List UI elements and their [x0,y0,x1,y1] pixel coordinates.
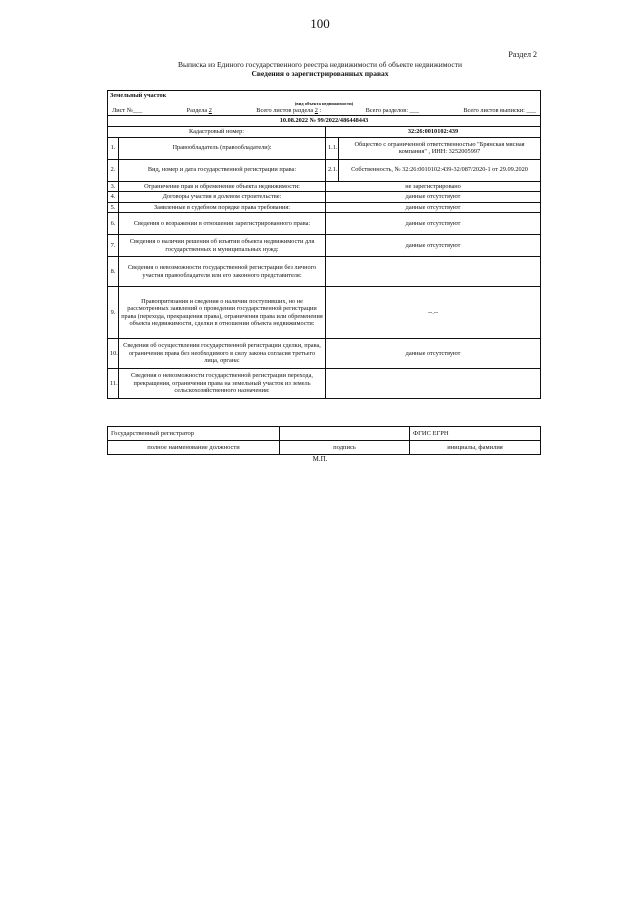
row-label: Сведения о наличии решения об изъятии объекта недвижимости для государственных и муниципальных нужд: [119,235,326,257]
rights-table [107,90,541,399]
row-label: Сведения об осуществлении государственной регистрации сделки, права, ограничения права без необходимого в силу закона согласия третьего лица, органа: [119,339,326,369]
row-value: не зарегистрировано [326,181,541,192]
row-value [326,369,541,399]
row-value: данные отсутствуют [326,339,541,369]
row-value: Общество с ограниченной ответственностью "Брянская мясная компания" , ИНН: 3252005997 [339,137,541,159]
row-value: данные отсутствуют [326,213,541,235]
row-value: данные отсутствуют [326,235,541,257]
row-value: Собственность, № 32:26:0010102:439-32/087/2020-1 от 29.09.2020 [339,159,541,181]
row-label: Вид, номер и дата государственной регистрации права: [119,159,326,181]
row-num: 3. [108,181,119,192]
row-label: Ограничение прав и обременение объекта недвижимости: [119,181,326,192]
row-label: Договоры участия в долевом строительстве: [119,192,326,203]
total-sections: Всего разделов: ___ [365,106,419,114]
cadastral-label: Кадастровый номер: [108,127,326,138]
sheet-info [108,106,541,116]
row-value: данные отсутствуют [326,202,541,213]
row-label: Сведения о невозможности государственной регистрации перехода, прекращения, ограничения права на земельный участок из земель сельскохозяйственного назначения: [119,369,326,399]
object-type: Земельный участок [108,91,541,101]
stamp-place: М.П. [312,455,328,463]
row-subnum: 1.1. [326,137,339,159]
position-caption: полное наименование должности [108,441,280,455]
section-no: Раздела 2 [186,106,212,114]
row-num: 7. [108,235,119,257]
row-num: 11. [108,369,119,399]
document-subtitle: Сведения о зарегистрированных правах [251,69,389,78]
row-value: данные отсутствуют [326,192,541,203]
row-num: 8. [108,257,119,287]
row-value: --.-- [326,287,541,339]
registrar-position: Государственный регистратор [108,427,280,441]
row-num: 1. [108,137,119,159]
registrar-org: ФГИС ЕГРН [410,427,541,441]
row-num: 10. [108,339,119,369]
row-subnum: 2.1. [326,159,339,181]
sheets-in-section: Всего листов раздела 2 : [256,106,322,114]
row-num: 5. [108,202,119,213]
signature-table [107,426,541,455]
sheet-no: Лист №___ [112,106,143,114]
document-title: Выписка из Единого государственного реестра недвижимости об объекте недвижимости [177,60,463,69]
signature-caption: подпись [280,441,410,455]
extract-date-number: 10.08.2022 № 99/2022/486448443 [108,116,541,127]
signature-field [280,427,410,441]
row-label: Правообладатель (правообладатели): [119,137,326,159]
object-type-caption: (вид объекта недвижимости) [108,101,541,106]
cadastral-value: 32:26:0010102:439 [326,127,541,138]
name-caption: инициалы, фамилия [410,441,541,455]
row-num: 2. [108,159,119,181]
total-sheets: Всего листов выписки: ___ [463,106,536,114]
row-num: 9. [108,287,119,339]
row-num: 6. [108,213,119,235]
row-label: Заявленные в судебном порядке права требования: [119,202,326,213]
row-label: Сведения о возражении в отношении зарегистрированного права: [119,213,326,235]
section-label: Раздел 2 [508,50,537,59]
row-label: Сведения о невозможности государственной регистрации без личного участия правообладателя или его законного представителя: [119,257,326,287]
row-label: Правопритязания и сведения о наличии поступивших, но не рассмотренных заявлений о проведении государственной регистрации права (перехода, прекращения права), ограничения права или обременения объекта недвижимости, сделки в отношении объекта недвижимости: [119,287,326,339]
page-number: 100 [310,16,330,31]
row-num: 4. [108,192,119,203]
row-value [326,257,541,287]
